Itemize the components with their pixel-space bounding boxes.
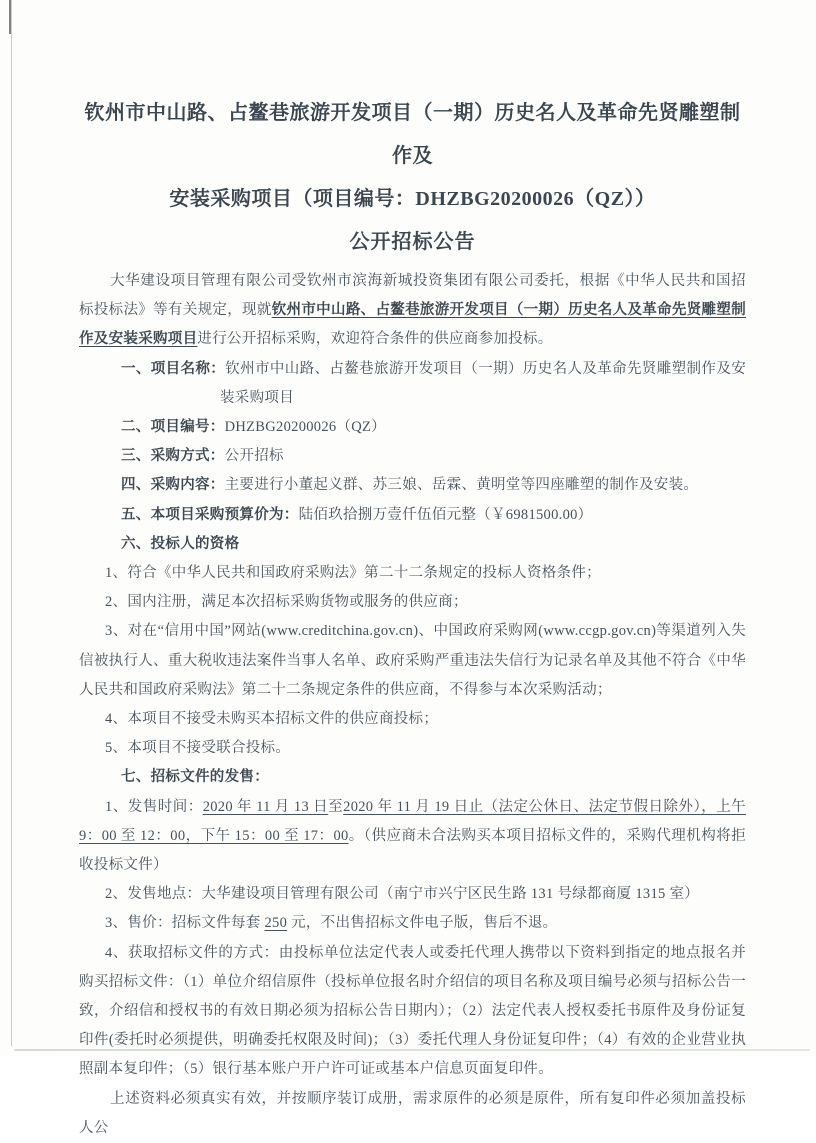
section-4-value: 主要进行小董起义群、苏三娘、岳霖、黄明堂等四座雕塑的制作及安装。: [224, 477, 699, 494]
qualification-item-2: 2、国内注册，满足本次招标采购货物或服务的供应商；: [105, 594, 468, 611]
document-title-line2: 安装采购项目（项目编号：DHZBG20200026（QZ））: [169, 188, 656, 210]
section-2-label: 二、项目编号：: [121, 419, 225, 436]
materials-note-paragraph: 上述资料必须真实有效，并按顺序装订成册，需求原件的必须是原件，所有复印件必须加盖投标人公: [79, 1090, 746, 1136]
section-procurement-content: [79, 471, 746, 500]
sale-time-item: [79, 793, 746, 881]
section-project-number: [79, 413, 746, 442]
sale-price-pre: 3、售价：招标文件每套: [105, 915, 265, 932]
section-2-value: DHZBG20200026（QZ）: [224, 419, 386, 436]
section-3-value: 公开招标: [224, 448, 284, 465]
sale-time-label: 1、发售时间：: [105, 798, 203, 815]
scan-left-edge-line: [11, 0, 12, 1046]
sale-place-item: 2、发售地点：大华建设项目管理有限公司（南宁市兴宁区民生路 131 号绿都商厦 1315 室）: [105, 886, 700, 903]
section-procurement-method: [79, 442, 746, 471]
section-3-label: 三、采购方式：: [121, 448, 225, 465]
intro-post: 进行公开招标采购，欢迎符合条件的供应商参加投标。: [197, 331, 553, 348]
section-4-label: 四、采购内容：: [121, 477, 225, 494]
sale-price-post: 元，不出售招标文件电子版，售后不退。: [287, 915, 558, 932]
section-project-name: [79, 355, 746, 413]
section-document-sale-heading: 七、招标文件的发售：: [121, 769, 269, 786]
sale-method-item: 4、获取招标文件的方式：由投标单位法定代表人或委托代理人携带以下资料到指定的地点报名并购买招标文件：（1）单位介绍信原件（投标单位报名时介绍信的项目名称及项目编号必须与招标公告一致，介绍信和授权书的有效日期必须为招标公告日期内）；（2）法定代表人授权委托书原件及身份证复印件(委托时必须提供，明确委托权限及时间)；（3）委托代理人身份证复印件；（4）有效的企业营业执照副本复印件；（5）银行基本账户开户许可证或基本户信息页面复印件。: [79, 944, 746, 1078]
qualification-item-1: 1、符合《中华人民共和国政府采购法》第二十二条规定的投标人资格条件；: [105, 565, 601, 582]
section-bidder-qualifications-heading: 六、投标人的资格: [121, 535, 240, 552]
sale-time-note: 。（供应商未合法购买本项目招标文件的，采购代理机构将拒收投标文件）: [79, 827, 746, 874]
section-5-label: 五、本项目采购预算价为：: [121, 506, 299, 523]
section-5-value: 陆佰玖拾捌万壹仟伍佰元整（￥6981500.00）: [298, 506, 593, 523]
document-subtitle: 公开招标公告: [349, 231, 476, 253]
intro-project-name: 钦州市中山路、占鳌巷旅游开发项目（一期）历史名人及革命先贤雕塑制作及安装采购项目: [79, 302, 746, 348]
sale-time-end-detail: 2020 年 11 月 19 日止（法定公休日、法定节假日除外），上午 9：00 至 12：00，下午 15：00 至 17：00: [79, 798, 746, 844]
scan-left-edge-dark-mark: [9, 0, 11, 34]
sale-price-item: [79, 909, 746, 938]
section-1-value: 钦州市中山路、占鳌巷旅游开发项目（一期）历史名人及革命先贤雕塑制作及安装采购项目: [220, 360, 746, 406]
qualification-item-5: 5、本项目不接受联合投标。: [105, 740, 291, 757]
qualification-item-4: 4、本项目不接受未购买本招标文件的供应商投标；: [105, 711, 439, 728]
sale-time-connector: 至: [328, 798, 344, 815]
announcement-document: [79, 92, 746, 1143]
sale-price-value: 250: [264, 915, 288, 932]
sale-time-start-date: 2020 年 11 月 13 日: [202, 798, 329, 815]
document-title-line1: 钦州市中山路、占鳌巷旅游开发项目（一期）历史名人及革命先贤雕塑制作及: [84, 102, 741, 167]
section-1-label: 一、项目名称：: [121, 360, 226, 377]
qualification-item-3: 3、对在“信用中国”网站(www.creditchina.gov.cn)、中国政府采购网(www.ccgp.gov.cn)等渠道列入失信被执行人、重大税收违法案件当事人名单、政府采购严重违法失信行为记录名单及其他不符合《中华人民共和国政府采购法》第二十二条规定条件的供应商，不得参与本次采购活动；: [79, 623, 746, 698]
section-budget-price: [79, 501, 746, 530]
intro-pre: 大华建设项目管理有限公司受钦州市滨海新城投资集团有限公司委托，根据《中华人民共和国招标投标法》等有关规定，现就: [79, 273, 746, 319]
intro-paragraph: [79, 267, 746, 355]
